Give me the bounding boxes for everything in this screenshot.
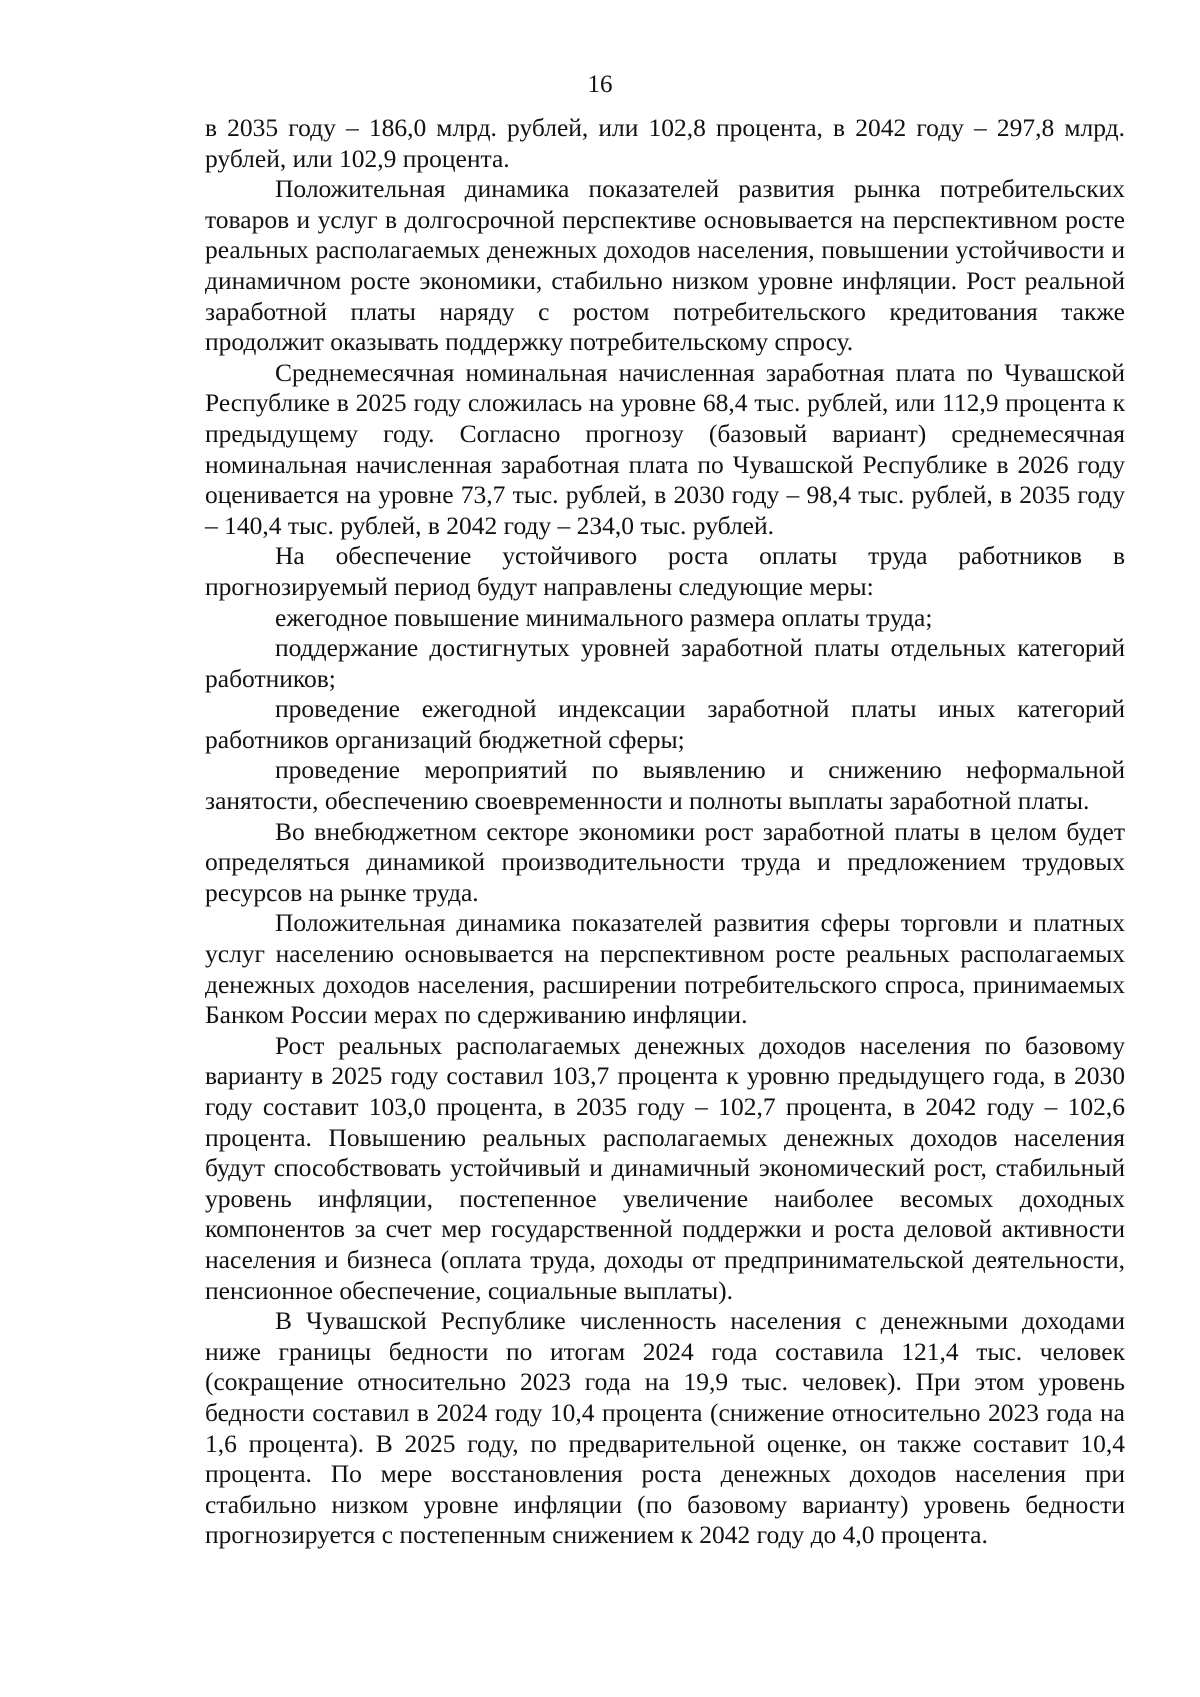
list-item-wage-indexation: проведение ежегодной индексации заработной платы иных категорий работников организаций бюджетной сферы; xyxy=(205,694,1125,754)
page-number: 16 xyxy=(587,71,613,98)
paragraph-average-wage: Среднемесячная номинальная начисленная заработная плата по Чувашской Республике в 2025 году сложилась на уровне 68,4 тыс. рублей, или 112,9 процента к предыдущему году. Согласно прогнозу (базовый вариант) среднемесячная номинальная начисленная заработная плата по Чувашской Республике в 2026 году оценивается на уровне 73,7 тыс. рублей, в 2030 году – 98,4 тыс. рублей, в 2035 году – 140,4 тыс. рублей, в 2042 году – 234,0 тыс. рублей. xyxy=(205,357,1125,540)
document-body xyxy=(205,113,1125,1551)
paragraph-extrabudgetary-sector: Во внебюджетном секторе экономики рост заработной платы в целом будет определяться динамикой производительности труда и предложением трудовых ресурсов на рынке труда. xyxy=(205,816,1125,907)
paragraph-consumer-market: Положительная динамика показателей развития рынка потребительских товаров и услуг в долгосрочной перспективе основывается на перспективном росте реальных располагаемых денежных доходов населения, повышении устойчивости и динамичном росте экономики, стабильно низком уровне инфляции. Рост реальной заработной платы наряду с ростом потребительского кредитования также продолжит оказывать поддержку потребительскому спросу. xyxy=(205,174,1125,357)
list-item-minimum-wage: ежегодное повышение минимального размера оплаты труда; xyxy=(275,602,933,632)
paragraph-wage-measures-intro: На обеспечение устойчивого роста оплаты труда работников в прогнозируемый период будут направлены следующие меры: xyxy=(205,541,1125,601)
paragraph-trade-services: Положительная динамика показателей развития сферы торговли и платных услуг населению основывается на перспективном росте реальных располагаемых денежных доходов населения, расширении потребительского спроса, принимаемых Банком России мерах по сдерживанию инфляции. xyxy=(205,908,1125,1030)
paragraph-continuation: в 2035 году – 186,0 млрд. рублей, или 102,8 процента, в 2042 году – 297,8 млрд. рублей, или 102,9 процента. xyxy=(205,113,1125,173)
list-item-informal-employment: проведение мероприятий по выявлению и снижению неформальной занятости, обеспечению своевременности и полноты выплаты заработной платы. xyxy=(205,755,1125,816)
paragraph-real-income: Рост реальных располагаемых денежных доходов населения по базовому варианту в 2025 году составил 103,7 процента к уровню предыдущего года, в 2030 году составит 103,0 процента, в 2035 году – 102,7 процента, в 2042 году – 102,6 процента. Повышению реальных располагаемых денежных доходов населения будут способствовать устойчивый и динамичный экономический рост, стабильный уровень инфляции, постепенное увеличение наиболее весомых доходных компонентов за счет мер государственной поддержки и роста деловой активности населения и бизнеса (оплата труда, доходы от предпринимательской деятельности, пенсионное обеспечение, социальные выплаты). xyxy=(205,1030,1125,1305)
list-item-wage-levels: поддержание достигнутых уровней заработной платы отдельных категорий работников; xyxy=(205,633,1125,693)
paragraph-poverty: В Чувашской Республике численность населения с денежными доходами ниже границы бедности по итогам 2024 года составила 121,4 тыс. человек (сокращение относительно 2023 года на 19,9 тыс. человек). При этом уровень бедности составил в 2024 году 10,4 процента (снижение относительно 2023 года на 1,6 процента). В 2025 году, по предварительной оценке, он также составит 10,4 процента. По мере восстановления роста денежных доходов населения при стабильно низком уровне инфляции (по базовому варианту) уровень бедности прогнозируется с постепенным снижением к 2042 году до 4,0 процента. xyxy=(205,1306,1125,1550)
